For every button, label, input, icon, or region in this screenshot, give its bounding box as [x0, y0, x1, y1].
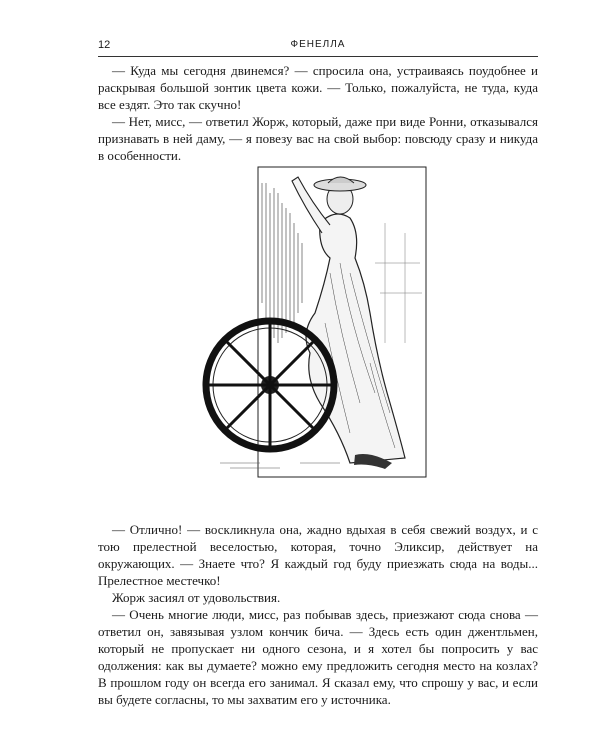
woman-climbing-carriage-illustration	[200, 163, 430, 501]
paragraph: — Очень многие люди, мисс, раз побывав здесь, приезжают сюда снова — ответил он, завязывая узлом кончик бича. — Здесь есть один джентльмен, который не пропускает ни одного сезона, и я хотел бы попросить у вас одолжения: как вы думаете? можно ему предложить сегодня место на козлах? В прошлом году он всегда его занимал. Я сказал ему, что спрошу у вас, и если вы будете согласны, то мы захватим его у источника.	[98, 607, 538, 707]
page-number: 12	[98, 39, 111, 51]
illustration	[200, 163, 430, 501]
paragraph: — Отлично! — воскликнула она, жадно вдыхая в себя свежий воздух, и с тою прелестной веселостью, которая, точно Эликсир, действует на окружающих. — Знаете что? Я каждый год буду приезжать сюда на воды... Прелестное местечко!	[98, 522, 538, 588]
page-header	[98, 38, 538, 57]
paragraph: — Нет, мисс, — ответил Жорж, который, даже при виде Ронни, отказывался признавать в ней даму, — я повезу вас на свой выбор: повсюду сразу и никуда в особенности.	[98, 114, 538, 163]
running-title: ФЕНЕЛЛА	[290, 39, 346, 50]
paragraph: — Куда мы сегодня двинемся? — спросила она, устраиваясь поудобнее и раскрывая большой зонтик цвета кожи. — Только, пожалуйста, не туда, куда все ездят. Это так скучно!	[98, 63, 538, 112]
paragraph: Жорж засиял от удовольствия.	[112, 590, 281, 605]
text-block-top	[98, 62, 538, 164]
text-block-bottom	[98, 521, 538, 708]
